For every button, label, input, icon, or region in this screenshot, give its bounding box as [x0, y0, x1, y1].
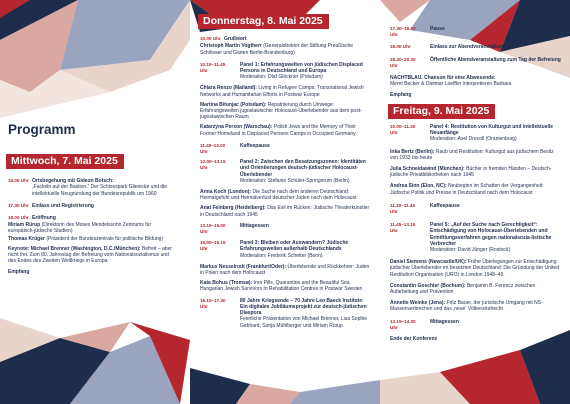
item-body: „Fackeln auf der Bastion.“ Der Schlosspark Glienicke und die intellektuelle Neugründung der Bundesrepublik um 1960: [32, 184, 168, 197]
item-time: 12.00–13.15 Uhr: [200, 159, 226, 171]
item-time: 10.15–11.45 Uhr: [200, 61, 226, 73]
schedule-item: [390, 222, 562, 253]
schedule-item: [200, 205, 372, 217]
thursday-evening-schedule: [390, 26, 562, 99]
item-body: Moderation: David Jünger (Rostock): [430, 247, 511, 254]
item-head: NACHTBLAU. Chanson für eine Abwesende:: [390, 75, 496, 82]
schedule-item: [200, 189, 372, 201]
schedule-item: [390, 57, 562, 69]
item-body: (Direktorin des Moses Mendelssohn Zentrums für europäisch-jüdische Studien): [8, 222, 152, 235]
item-time: 11.45–12.00 Uhr: [200, 142, 226, 155]
item-time: 11.30–11.45 Uhr: [390, 202, 416, 215]
schedule-item: [390, 183, 562, 195]
column-wednesday: [6, 0, 184, 404]
item-body: Moderation: Olaf Glöckner (Potsdam): [240, 74, 323, 81]
friday-schedule: [390, 124, 562, 342]
schedule-item: [390, 319, 562, 331]
item-head: Katarzyna Person (Warschau):: [200, 124, 273, 131]
schedule-item: [200, 85, 372, 97]
thursday-schedule: [200, 32, 372, 329]
item-time: 18.30–20.30 Uhr: [390, 56, 416, 68]
item-head: Constantin Goschler (Bochum):: [390, 282, 466, 289]
schedule-item: [8, 222, 178, 234]
item-body: Das Exil im Rücken: Jüdische Theaterkünstler in Deutschland nach 1945: [200, 205, 370, 218]
day-heading-friday: Freitag, 9. Mai 2025: [388, 104, 495, 119]
schedule-item: [8, 269, 178, 275]
item-head: 80 Jahre Kriegsende – 70 Jahre Leo Baeck Institute: Ein digitales Jubiläumsprojekt zur deutsch-jüdischen Diaspora: [240, 297, 367, 317]
item-head: Panel 4: Restitution von Kulturgut und intellektuelle Neuanfänge: [430, 124, 554, 137]
schedule-item: [200, 143, 372, 155]
item-time: 16.00 Uhr: [8, 178, 29, 184]
schedule-item: [200, 124, 372, 136]
item-time: 10.00–11.30 Uhr: [390, 124, 416, 136]
item-time: 11.45–13.15 Uhr: [390, 222, 416, 234]
schedule-item: [8, 246, 178, 265]
schedule-item: [390, 124, 562, 143]
schedule-item: [200, 240, 372, 259]
schedule-item: [200, 280, 372, 292]
page-title: Programm: [8, 122, 76, 137]
item-body: Living in Refugee Camps: Transnational Jewish Networks and Humanitarian Efforts in Postwar Europe: [200, 85, 364, 98]
schedule-item: [390, 166, 562, 178]
item-body: Benjamin B. Ferencz zwischen Aufarbeitung und Prävention: [390, 282, 536, 296]
item-head: Empfang: [390, 92, 412, 99]
item-head: Kaffeepause: [430, 202, 460, 209]
item-head: Panel 3: Bleiben oder Auswandern? Jüdische Erfahrungswelten außerhalb Deutschlands: [240, 240, 349, 253]
item-time: 13.15–15.00 Uhr: [200, 222, 226, 235]
schedule-item: [390, 149, 562, 161]
item-head: Miriam Rürup: [8, 222, 41, 229]
item-body: Raub und Restitution: Kulturgut aus jüdischem Besitz von 1933 bis heute: [390, 148, 554, 161]
item-time: 15.00–16.15 Uhr: [200, 240, 226, 252]
item-body: Frühe Überlegungen zur Entschädigung jüdischer Überlebender im besetzten Deutschland: Die Gründung der United Restitution Organisation (URO) in London 1948–49: [390, 259, 559, 278]
schedule-item: [390, 283, 562, 295]
schedule-item: [390, 44, 562, 50]
schedule-item: [390, 26, 562, 38]
item-head: Chiara Renzo (Mailand):: [200, 85, 257, 92]
schedule-item: [390, 336, 562, 342]
item-body: Bücher in fremden Händen – Deutsch-jüdische Privatbibliotheken nach 1945: [390, 166, 552, 179]
schedule-item: [8, 215, 178, 221]
item-head: Keynote: Michael Brenner (Washington, D.C./München):: [8, 245, 141, 252]
item-time: 17.30 Uhr: [8, 202, 29, 208]
day-heading-wednesday: Mittwoch, 7. Mai 2025: [6, 154, 124, 169]
schedule-item: [200, 298, 372, 329]
item-time: 13.15–14.30 Uhr: [390, 318, 416, 330]
schedule-item: [8, 178, 178, 197]
item-head: Julia Schneidawind (München):: [390, 166, 465, 173]
item-head: Kaffeepause: [240, 142, 270, 149]
item-head: Martina Bitunjac (Potsdam):: [200, 101, 267, 108]
schedule-item: [390, 259, 562, 278]
item-head: Ende der Konferenz: [390, 336, 438, 343]
schedule-item: [200, 62, 372, 81]
item-body: Feierliche Präsentation von Michael Brenner, Lisa Sophie Gebhard, Sonja Mühlberger und Miriam Rürup: [240, 316, 368, 329]
schedule-item: [390, 203, 562, 215]
schedule-item: [200, 43, 372, 55]
item-head: Einlass und Registrierung: [32, 202, 94, 209]
item-body: Neubeginn im Schatten der Vergangenheit: Jüdische Politik und Presse in Deutschland nach dem Holocaust: [390, 183, 544, 196]
item-head: Anat Feinberg (Heidelberg):: [200, 205, 266, 212]
item-body: Moderation: Axel Drecoll (Oranienburg): [430, 136, 517, 143]
item-head: Eröffnung: [32, 215, 56, 221]
schedule-item: [200, 102, 372, 121]
wednesday-schedule: [8, 174, 178, 276]
item-head: Anna Koch (London):: [200, 189, 252, 196]
item-head: Andrea Sinn (Elon, NC):: [390, 183, 447, 190]
item-head: Empfang: [8, 269, 30, 276]
item-head: Markus Nesselrodt (Frankfurt/Oder):: [200, 263, 287, 270]
item-head: Daniel Siemens (Newcastle/UK):: [390, 259, 467, 266]
item-head: Panel 5: „Auf der Suche nach Gerechtigkeit“: Entschädigung von Holocaust-Überlebenden und Ermittlungsverfahren gegen nationalsozia-listische Verbrecher: [430, 222, 552, 247]
item-head: Grußwort: [224, 36, 247, 43]
column-thursday: [196, 0, 376, 404]
item-body: Meret Becker & Dietmar Loeffler interpretieren Barbara: [390, 81, 512, 88]
item-head: Christoph Martin Vogtherr: [200, 43, 262, 50]
item-body: Befreit – aber nicht frei. Zum 80. Jahrestag der Befreiung vom Nationalsozialismus und des Endes des Zweiten Weltkriegs in Europa: [8, 245, 173, 265]
day-heading-thursday: Donnerstag, 8. Mai 2025: [198, 14, 329, 29]
item-time: 16.15–17.30 Uhr: [200, 297, 226, 309]
column-friday: [386, 0, 566, 404]
item-time: 18.00 Uhr: [8, 215, 29, 220]
item-head: Mittagessen: [430, 318, 459, 325]
item-time: 10.00 Uhr: [200, 36, 221, 42]
schedule-item: [200, 223, 372, 235]
item-head: Pause: [430, 26, 445, 32]
schedule-item: [200, 36, 372, 42]
item-body: Repatriierung durch Umwege: Erfahrungswelten jugoslawischer Holocaust-Überlebender aus dem post-jugoslawischen Raum: [200, 101, 362, 121]
item-head: Panel 2: Zwischen den Besatzungszonen: Identitäten und Orientierungen deutsch-jüdischer Holocaust-Überlebender: [240, 159, 366, 178]
item-time: 18.00 Uhr: [390, 44, 411, 50]
schedule-item: [8, 236, 178, 242]
item-body: Überlebende und Rückkehrer: Juden in Polen nach dem Holocaust: [200, 263, 370, 277]
item-head: Panel 1: Erfahrungswelten von jüdischen Displaced Persons in Deutschland und Europa: [240, 61, 363, 74]
item-head: Mittagessen: [240, 222, 269, 229]
schedule-item: [200, 159, 372, 184]
item-head: Annette Weinke (Jena):: [390, 300, 446, 307]
schedule-item: [8, 203, 178, 209]
item-body: Polish Jews and the Memory of Their Former Homeland in Displaced Persons Camps in Occupied Germany: [200, 124, 356, 137]
schedule-item: [390, 75, 562, 87]
item-head: Inka Bertz (Berlin):: [390, 148, 435, 155]
item-body: (Präsident der Bundeszentrale für politische Bildung): [44, 235, 164, 242]
item-body: Moderation: Stefanie Schüler-Springorum (Berlin): [240, 177, 350, 184]
item-body: Moderation: Frederik Schetter (Bonn): [240, 252, 323, 259]
item-time: 17.30–18.00 Uhr: [390, 26, 416, 38]
item-body: Fritz Bauer, der juristische Umgang mit NS-Massenverbrechen und das ‚neue‘ Völkerstrafrecht: [390, 300, 543, 313]
item-body: Die Suche nach dem anderen Deutschland: Heimatgefühl und Heimatverlust deutscher Juden nach dem Holocaust: [200, 189, 357, 202]
schedule-item: [390, 300, 562, 312]
item-head: Ortsbegehung mit Gideon Botsch:: [32, 178, 114, 185]
schedule-item: [390, 92, 562, 98]
item-body: (Generaldirektor der Stiftung Preußische Schlösser und Gärten Berlin-Brandenburg): [200, 43, 354, 56]
item-body: Iron Pills, Quarantine and the Beautiful Sea. Hungarian Jewish Survivors In Rehabilitation Centres in Postwar Sweden: [200, 280, 363, 293]
item-head: Kata Bohus (Tromsø):: [200, 280, 253, 287]
schedule-item: [200, 264, 372, 276]
item-head: Öffentliche Abendveranstaltung zum Tag der Befreiung: [430, 56, 561, 63]
item-head: Thomas Krüger: [8, 235, 45, 242]
item-head: Einlass zur Abendveranstaltung: [430, 44, 506, 51]
